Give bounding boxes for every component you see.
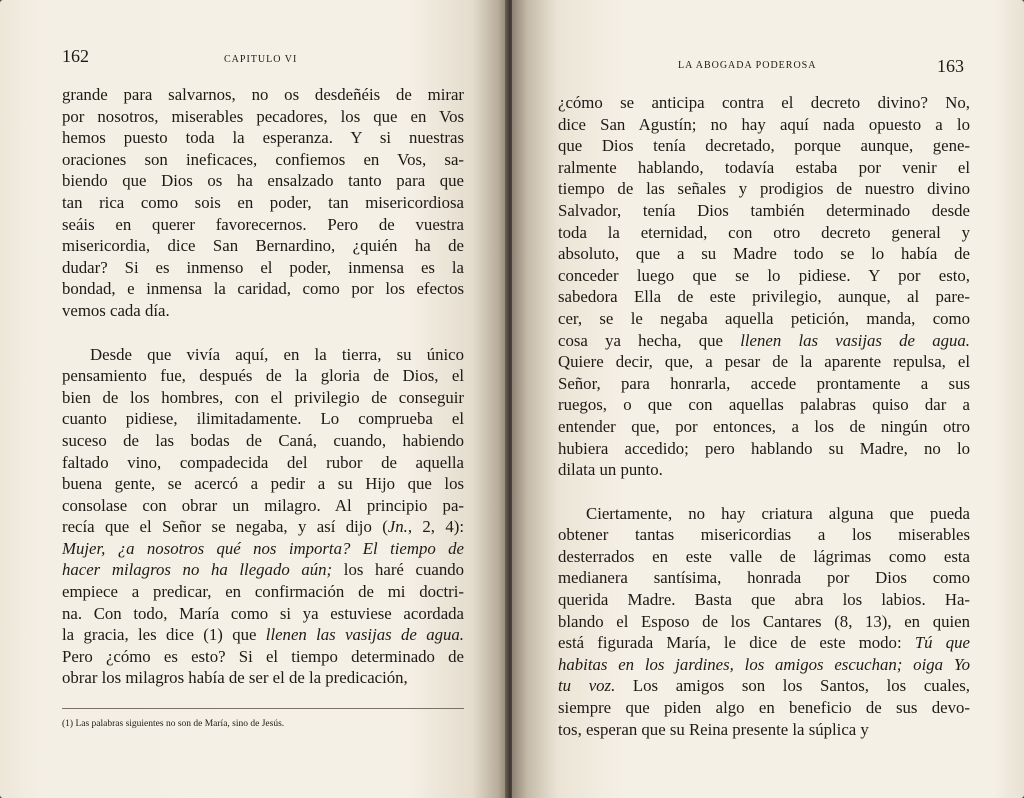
text-line: buena gente, se acercó a pedir a su Hijo que los	[62, 474, 464, 494]
text-line: empiece a predicar, en confirmación de mi doctri-	[62, 582, 464, 602]
text-line: tiempo de las señales y prodigios de nuestro divino	[558, 179, 970, 199]
text-line: desterrados en este valle de lágrimas como esta	[558, 546, 970, 566]
text-line: Pero ¿cómo es esto? Si el tiempo determinado de	[62, 646, 464, 666]
text-line: siempre que piden algo en beneficio de sus devo-	[558, 698, 970, 718]
text-line: Mujer, ¿a nosotros qué nos importa? El tiempo de	[62, 538, 464, 558]
text-line: tos, esperan que su Reina presente la súplica y	[558, 719, 869, 739]
text-line: cuanto pidiese, ilimitadamente. Lo comprueba el	[62, 409, 464, 429]
text-line: recía que el Señor se negaba, y así dijo (Jn., 2, 4):	[62, 517, 464, 537]
right-page	[512, 0, 1024, 798]
running-head-right: LA ABOGADA PODEROSA	[678, 60, 817, 71]
text-line: entender que, por entonces, a los de ningún otro	[558, 416, 970, 436]
left-page-text	[62, 84, 464, 689]
footnote: (1) Las palabras siguientes no son de María, sino de Jesús.	[62, 719, 285, 729]
text-line: obtener tantas misericordias a los miserables	[558, 525, 970, 545]
text-line: consolase con obrar un milagro. Al principio pa-	[62, 495, 464, 515]
text-line: bien de los hombres, con el privilegio de conseguir	[62, 387, 464, 407]
text-line: dilata un punto.	[558, 460, 663, 480]
running-head-left: CAPITULO VI	[224, 54, 298, 65]
left-page	[0, 0, 508, 798]
text-line: faltado vino, compadecida del rubor de aquella	[62, 452, 464, 472]
left-paragraph	[62, 344, 464, 690]
text-line: hemos puesto toda la esperanza. Y si nuestras	[62, 128, 464, 148]
text-line: obrar los milagros había de ser el de la predicación,	[62, 668, 408, 688]
text-line: cosa ya hecha, que llenen las vasijas de agua.	[558, 330, 970, 350]
text-line: suceso de las bodas de Caná, cuando, habiendo	[62, 430, 464, 450]
left-paragraph	[62, 84, 464, 322]
paragraph-gap	[62, 322, 464, 344]
text-line: dudar? Si es inmenso el poder, inmensa es la	[62, 257, 464, 277]
right-paragraph	[558, 92, 970, 481]
text-line: tan rica como sois en poder, tan misericordiosa	[62, 192, 464, 212]
text-line: na. Con todo, María como si ya estuviese acordada	[62, 603, 464, 623]
text-line: ruegos, o que con aquellas palabras quiso dar a	[558, 395, 970, 415]
text-line: bondad, e inmensa la caridad, como por los efectos	[62, 279, 464, 299]
text-line: sabedora Ella de este privilegio, aunque, al pare-	[558, 287, 970, 307]
text-line: hacer milagros no ha llegado aún; los haré cuando	[62, 560, 464, 580]
footnote-rule	[62, 708, 464, 709]
text-line: ralmente hablando, todavía estaba por venir el	[558, 157, 970, 177]
text-line: seáis en querer favorecernos. Pero de vuestra	[62, 214, 464, 234]
text-line: Desde que vivía aquí, en la tierra, su único	[90, 344, 464, 364]
text-line: Quiere decir, que, a pesar de la aparente repulsa, el	[558, 352, 970, 372]
text-line: por nosotros, miserables pecadores, los que en Vos	[62, 106, 464, 126]
text-line: hubiera accedido; pero hablando su Madre, no lo	[558, 438, 970, 458]
left-page-header	[62, 44, 470, 74]
text-line: que Dios tenía decretado, porque aunque, gene-	[558, 136, 970, 156]
text-line: grande para salvarnos, no os desdeñéis de mirar	[62, 85, 464, 104]
text-line: pensamiento fue, después de la gloria de Dios, el	[62, 366, 464, 386]
right-page-header	[558, 44, 964, 74]
text-line: habitas en los jardines, los amigos escuchan; oiga Yo	[558, 654, 970, 674]
right-paragraph	[558, 503, 970, 741]
text-line: Ciertamente, no hay criatura alguna que pueda	[586, 503, 970, 523]
text-line: oraciones son ineficaces, confiemos en Vos, sa-	[62, 149, 464, 169]
text-line: Salvador, tenía Dios también determinado desde	[558, 200, 970, 220]
text-line: medianera santísima, honrada por Dios como	[558, 568, 970, 588]
text-line: la gracia, les dice (1) que llenen las vasijas de agua.	[62, 625, 464, 645]
page-number-right: 163	[937, 56, 964, 76]
text-line: vemos cada día.	[62, 300, 170, 320]
text-line: dice San Agustín; no hay aquí nada opuesto a lo	[558, 114, 970, 134]
text-line: tu voz. Los amigos son los Santos, los cuales,	[558, 676, 970, 696]
text-line: absoluto, que a su Madre todo se lo había de	[558, 244, 970, 264]
right-page-text	[558, 92, 970, 740]
text-line: querida Madre. Basta que abra los labios. Ha-	[558, 590, 970, 610]
text-line: conceder luego que se lo pidiese. Y por esto,	[558, 265, 970, 285]
page-number-left: 162	[62, 46, 89, 66]
text-line: Señor, para honrarla, accede prontamente a sus	[558, 373, 970, 393]
text-line: misericordia, dice San Bernardino, ¿quién ha de	[62, 236, 464, 256]
text-line: está figurada María, le dice de este modo: Tú que	[558, 633, 970, 653]
text-line: ¿cómo se anticipa contra el decreto divino? No,	[558, 93, 970, 112]
text-line: toda la eternidad, con otro decreto general y	[558, 222, 970, 242]
text-line: biendo que Dios os ha ensalzado tanto para que	[62, 171, 464, 191]
text-line: blando el Esposo de los Cantares (8, 13), en quien	[558, 611, 970, 631]
paragraph-gap	[558, 481, 970, 503]
text-line: cer, se le negaba aquella petición, manda, como	[558, 308, 970, 328]
